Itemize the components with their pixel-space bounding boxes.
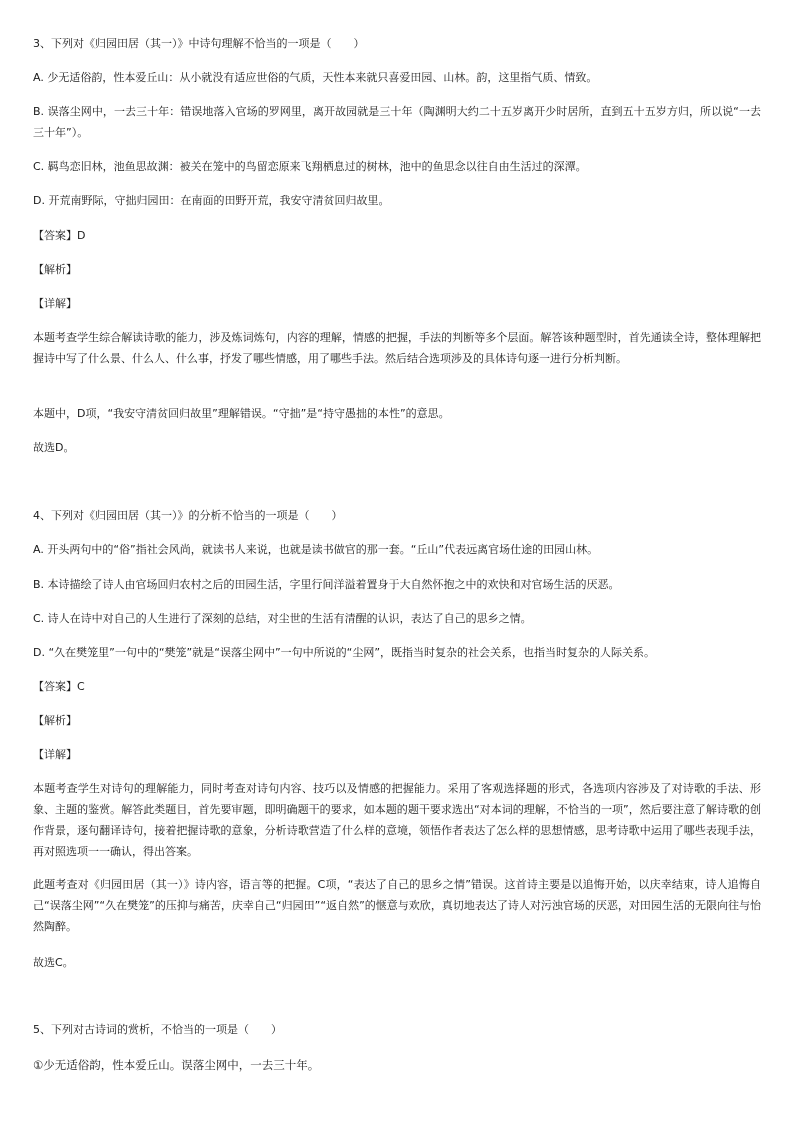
question-3-analysis-label: 【解析】 xyxy=(33,263,77,276)
question-3-answer: 【答案】D xyxy=(33,229,86,242)
question-3-explanation: 本题考查学生综合解读诗歌的能力，涉及炼词炼句，内容的理解，情感的把握，手法的判断等多个层面。解答该种题型时，首先通读全诗，整体理解把握诗中写了什么景、什么人、什么事，抒发了哪些情感，用了哪些手法。然后结合选项涉及的具体诗句逐一进行分析判断。 xyxy=(33,331,761,365)
question-3-option-a: A. 少无适俗韵，性本爱丘山：从小就没有适应世俗的气质，天性本来就只喜爱田园、山林。韵，这里指气质、情致。 xyxy=(33,71,598,84)
question-5-poem-line-1: ①少无适俗韵，性本爱丘山。误落尘网中，一去三十年。 xyxy=(33,1058,320,1072)
question-4-analysis-label: 【解析】 xyxy=(33,714,77,727)
question-3-option-d: D. 开荒南野际，守拙归园田：在南面的田野开荒，我安守清贫回归故里。 xyxy=(33,194,390,207)
question-3-option-b: B. 误落尘网中，一去三十年：错误地落入官场的罗网里，离开故园就是三十年（陶渊明大约二十五岁离开少时居所，直到五十五岁方归，所以说“一去三十年”）。 xyxy=(33,105,761,139)
question-4-option-b: B. 本诗描绘了诗人由官场回归农村之后的田园生活，字里行间洋溢着置身于大自然怀抱之中的欢快和对官场生活的厌恶。 xyxy=(33,578,620,591)
question-4-answer: 【答案】C xyxy=(33,680,85,693)
question-4-option-a: A. 开头两句中的“俗”指社会风尚，就读书人来说，也就是读书做官的那一套。“丘山”代表远离官场仕途的田园山林。 xyxy=(33,543,599,556)
question-5-title: 5、下列对古诗词的赏析，不恰当的一项是（ ） xyxy=(33,1023,282,1036)
question-3-choose: 故选D。 xyxy=(33,441,75,454)
question-4-option-c: C. 诗人在诗中对自己的人生进行了深刻的总结，对尘世的生活有清醒的认识，表达了自己的思乡之情。 xyxy=(33,612,532,625)
question-3-option-c: C. 羁鸟恋旧林，池鱼思故渊：被关在笼中的鸟留恋原来飞翔栖息过的树林，池中的鱼思念以往自由生活过的深潭。 xyxy=(33,160,587,173)
question-3-detail-label: 【详解】 xyxy=(33,297,77,310)
question-4-conclusion: 此题考查对《归园田居（其一）》诗内容，语言等的把握。C项，“表达了自己的思乡之情”错误。这首诗主要是以追悔开始，以庆幸结束，诗人追悔自己“误落尘网”“久在樊笼”的压抑与痛苦，庆幸自己“归园田”“返自然”的惬意与欢欣，真切地表达了诗人对污浊官场的厌恶，对田园生活的无限向往与怡然陶醉。 xyxy=(33,878,761,933)
question-3-conclusion: 本题中，D项，“我安守清贫回归故里”理解错误。“守拙”是“持守愚拙的本性”的意思。 xyxy=(33,407,450,420)
question-4-title: 4、下列对《归园田居（其一）》的分析不恰当的一项是（ ） xyxy=(33,509,343,522)
question-3-title: 3、下列对《归园田居（其一）》中诗句理解不恰当的一项是（ ） xyxy=(33,37,365,50)
question-4-option-d: D. “久在樊笼里”一句中的“樊笼”就是“误落尘网中”一句中所说的“尘网”，既指当时复杂的社会关系，也指当时复杂的人际关系。 xyxy=(33,646,656,659)
question-4-choose: 故选C。 xyxy=(33,956,74,969)
question-4-explanation: 本题考查学生对诗句的理解能力，同时考查对诗句内容、技巧以及情感的把握能力。采用了客观选择题的形式，各选项内容涉及了对诗歌的手法、形象、主题的鉴赏。解答此类题目，首先要审题，即明确题干的要求，如本题的题干要求选出“对本词的理解，不恰当的一项”，然后要注意了解诗歌的创作背景，逐句翻译诗句，接着把握诗歌的意象，分析诗歌营造了什么样的意境，领悟作者表达了怎么样的思想情感，思考诗歌中运用了哪些表现手法，再对照选项一一确认，得出答案。 xyxy=(33,782,761,858)
question-4-detail-label: 【详解】 xyxy=(33,748,77,761)
